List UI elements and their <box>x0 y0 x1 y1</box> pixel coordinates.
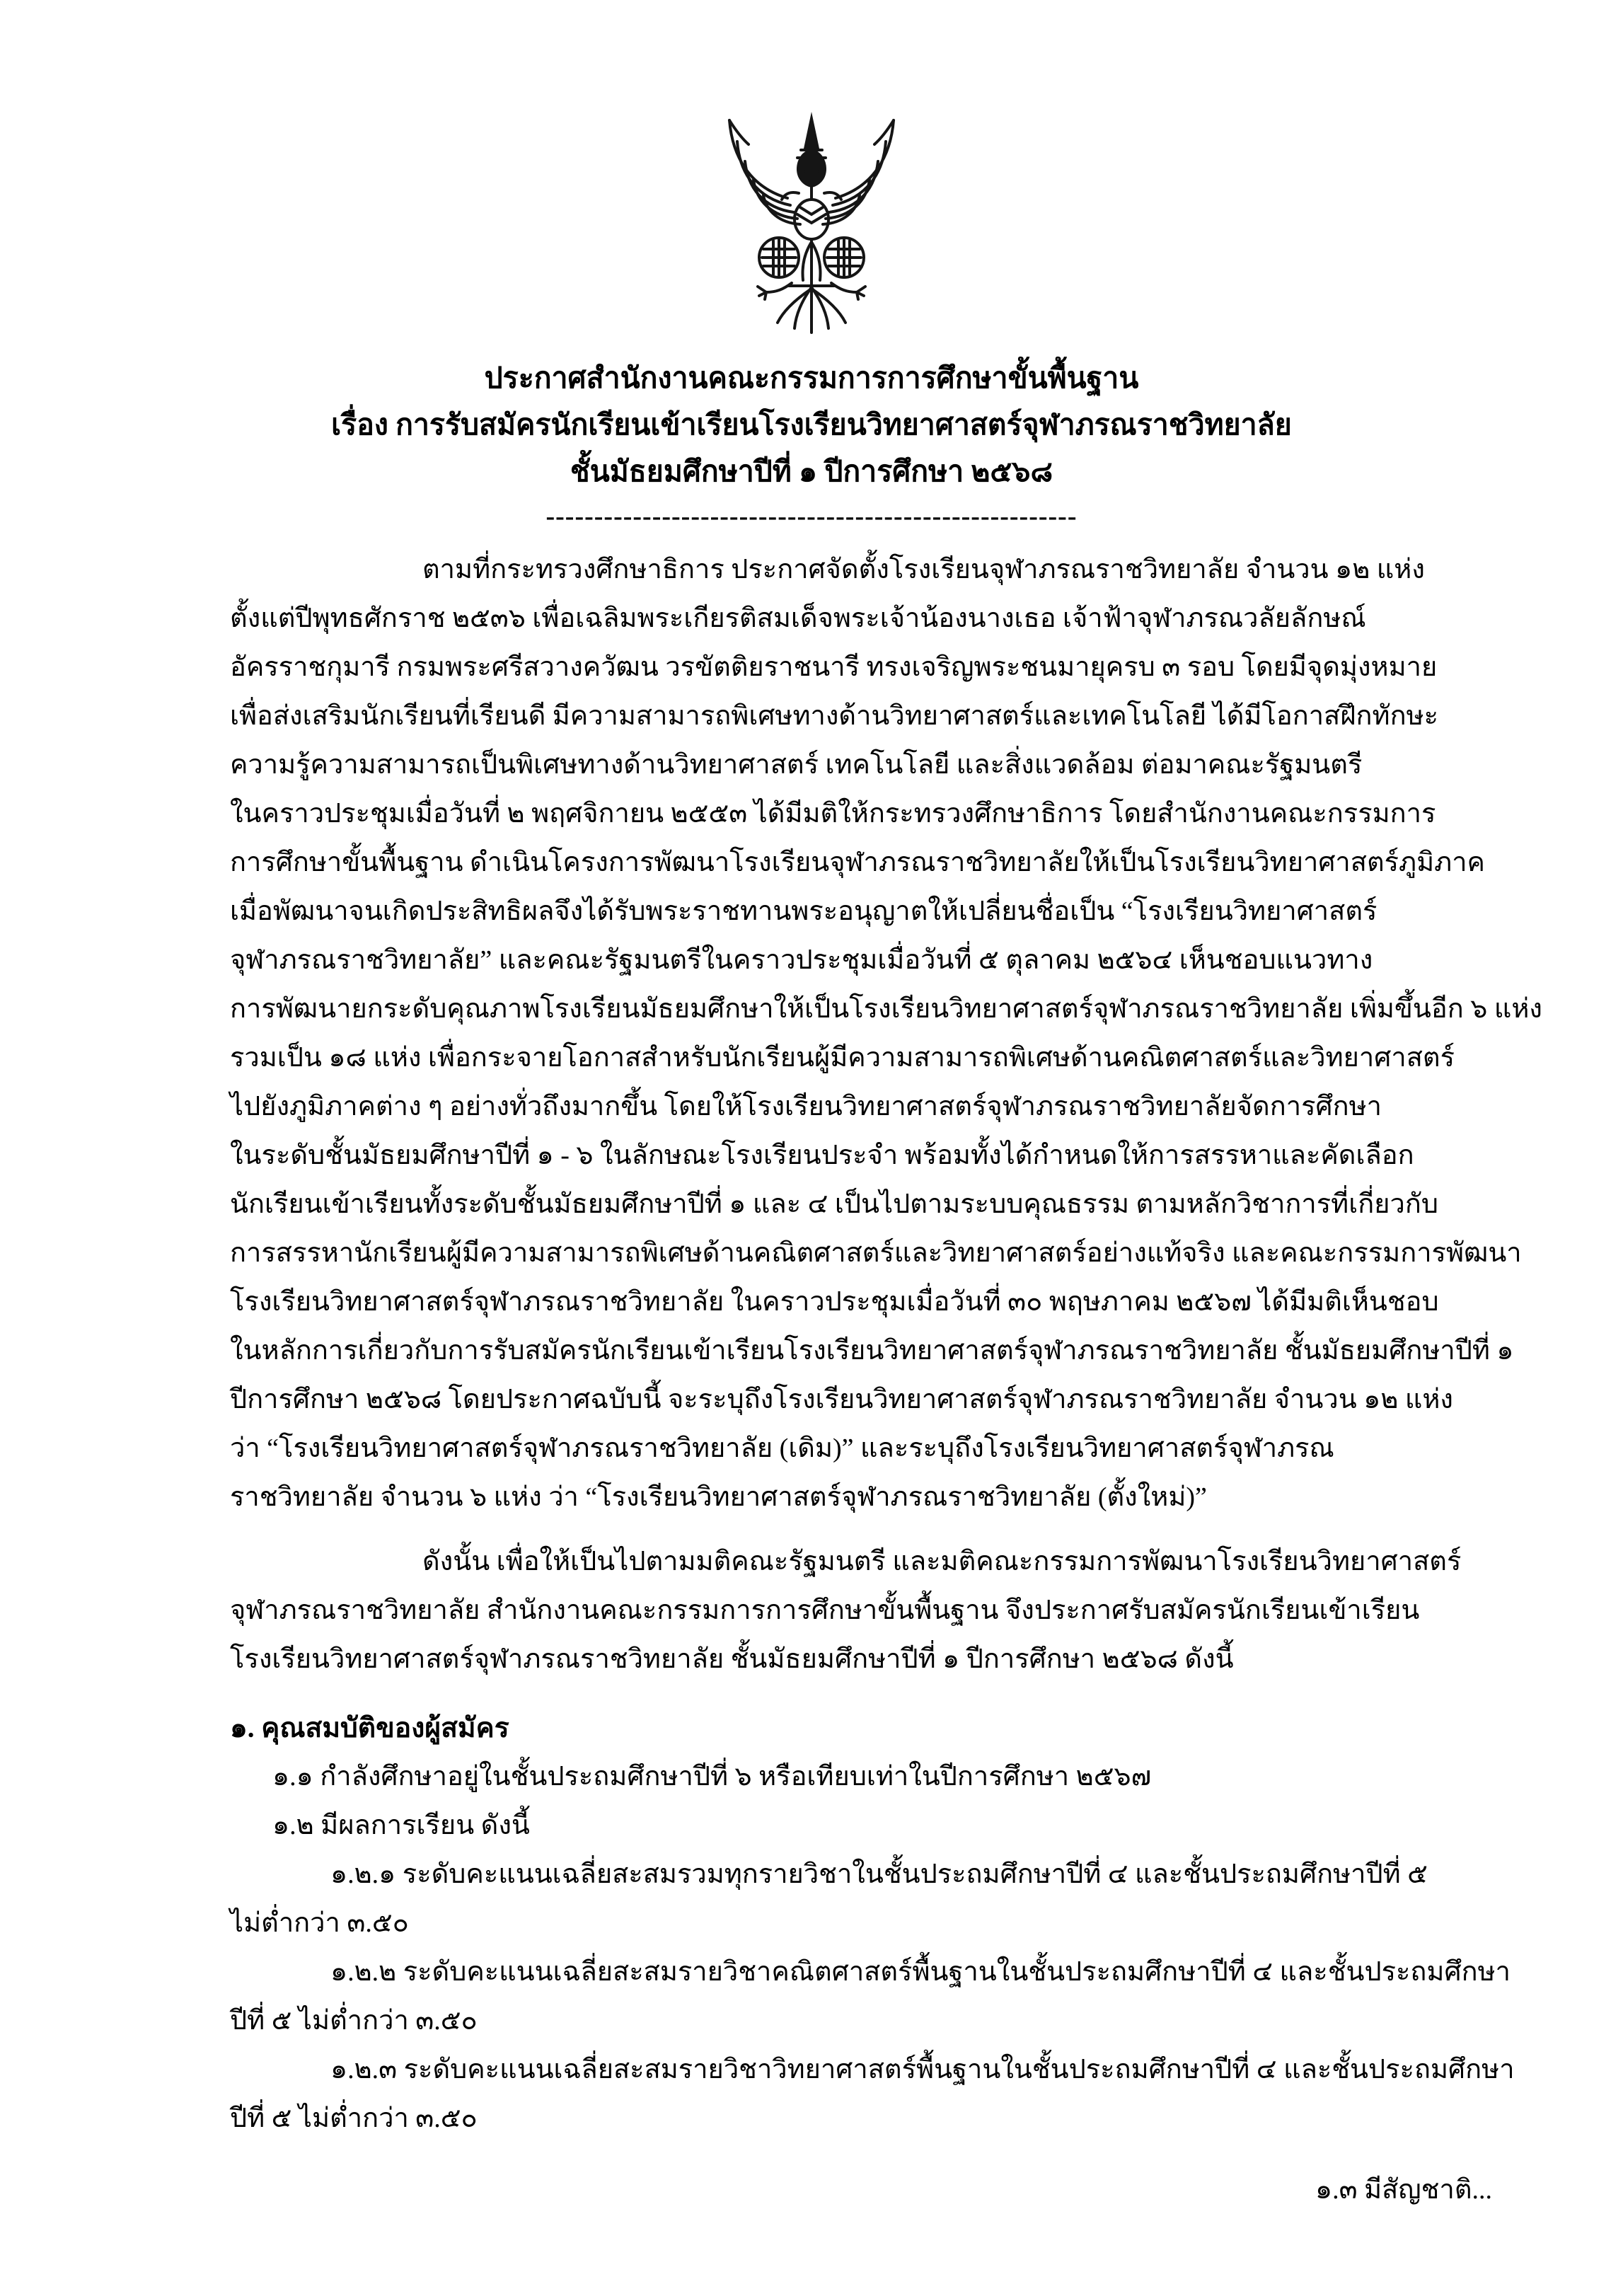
text-line: จุฬาภรณราชวิทยาลัย” และคณะรัฐมนตรีในคราวประชุมเมื่อวันที่ ๕ ตุลาคม ๒๕๖๔ เห็นชอบแนวทาง <box>230 945 1373 975</box>
text-line: ไม่ต่ำกว่า ๓.๕๐ <box>230 1908 409 1938</box>
text-line: ปีการศึกษา ๒๕๖๘ โดยประกาศฉบับนี้ จะระบุถึงโรงเรียนวิทยาศาสตร์จุฬาภรณราชวิทยาลัย จำนวน ๑๒ แห่ง <box>230 1385 1453 1414</box>
section-1-items <box>230 1753 1515 2143</box>
text-line: การพัฒนายกระดับคุณภาพโรงเรียนมัธยมศึกษาให้เป็นโรงเรียนวิทยาศาสตร์จุฬาภรณราชวิทยาลัย เพิ่มขึ้นอีก ๖ แห่ง <box>230 994 1542 1024</box>
paragraph-2 <box>230 1538 1492 1684</box>
text-line: ความรู้ความสามารถเป็นพิเศษทางด้านวิทยาศาสตร์ เทคโนโลยี และสิ่งแวดล้อม ต่อมาคณะรัฐมนตรี <box>230 750 1363 780</box>
text-line: ปีที่ ๕ ไม่ต่ำกว่า ๓.๕๐ <box>230 2104 478 2133</box>
announcement-grade-year-title: ชั้นมัธยมศึกษาปีที่ ๑ ปีการศึกษา ๒๕๖๘ <box>570 455 1053 488</box>
section-1-heading: ๑. คุณสมบัติของผู้สมัคร <box>230 1713 509 1743</box>
text-line: ตั้งแต่ปีพุทธศักราช ๒๕๓๖ เพื่อเฉลิมพระเกียรติสมเด็จพระเจ้าน้องนางเธอ เจ้าฟ้าจุฬาภรณวลัยลักษณ์ <box>230 604 1366 633</box>
page-continuation-marker: ๑.๓ มีสัญชาติ... <box>1315 2175 1492 2205</box>
text-line: ในคราวประชุมเมื่อวันที่ ๒ พฤศจิกายน ๒๕๕๓ ได้มีมติให้กระทรวงศึกษาธิการ โดยสำนักงานคณะกรรมการ <box>230 799 1436 829</box>
text-line: อัครราชกุมารี กรมพระศรีสวางควัฒน วรขัตติยราชนารี ทรงเจริญพระชนมายุครบ ๓ รอบ โดยมีจุดมุ่งหมาย <box>230 652 1438 682</box>
text-line: ไปยังภูมิภาคต่าง ๆ อย่างทั่วถึงมากขึ้น โดยให้โรงเรียนวิทยาศาสตร์จุฬาภรณราชวิทยาลัยจัดการศึกษา <box>230 1092 1382 1121</box>
text-line: การสรรหานักเรียนผู้มีความสามารถพิเศษด้านคณิตศาสตร์และวิทยาศาสตร์อย่างแท้จริง และคณะกรรมการพัฒนา <box>230 1238 1522 1268</box>
text-line: ๑.๑ กำลังศึกษาอยู่ในชั้นประถมศึกษาปีที่ ๖ หรือเทียบเท่าในปีการศึกษา ๒๕๖๗ <box>272 1762 1152 1792</box>
document-body <box>230 546 1542 2215</box>
text-line: นักเรียนเข้าเรียนทั้งระดับชั้นมัธยมศึกษาปีที่ ๑ และ ๔ เป็นไปตามระบบคุณธรรม ตามหลักวิชาการที่เกี่ยวกับ <box>230 1189 1438 1219</box>
text-line: ๑.๒ มีผลการเรียน ดังนี้ <box>272 1811 530 1840</box>
garuda-emblem-drawing <box>705 108 918 341</box>
text-line: เมื่อพัฒนาจนเกิดประสิทธิผลจึงได้รับพระราชทานพระอนุญาตให้เปลี่ยนชื่อเป็น “โรงเรียนวิทยาศาสตร์ <box>230 896 1377 926</box>
text-line: ดังนั้น เพื่อให้เป็นไปตามมติคณะรัฐมนตรี และมติคณะกรรมการพัฒนาโรงเรียนวิทยาศาสตร์ <box>422 1547 1462 1576</box>
text-line: โรงเรียนวิทยาศาสตร์จุฬาภรณราชวิทยาลัย ชั้นมัธยมศึกษาปีที่ ๑ ปีการศึกษา ๒๕๖๘ ดังนี้ <box>230 1644 1234 1674</box>
text-line: ๑.๒.๑ ระดับคะแนนเฉลี่ยสะสมรวมทุกรายวิชาในชั้นประถมศึกษาปีที่ ๔ และชั้นประถมศึกษาปีที่ ๕ <box>330 1859 1428 1889</box>
text-line: ๑.๒.๒ ระดับคะแนนเฉลี่ยสะสมรายวิชาคณิตศาสตร์พื้นฐานในชั้นประถมศึกษาปีที่ ๔ และชั้นประถมศึกษา <box>330 1957 1511 1987</box>
text-line: ปีที่ ๕ ไม่ต่ำกว่า ๓.๕๐ <box>230 2006 478 2036</box>
text-line: จุฬาภรณราชวิทยาลัย สำนักงานคณะกรรมการการศึกษาขั้นพื้นฐาน จึงประกาศรับสมัครนักเรียนเข้าเรียน <box>230 1596 1420 1625</box>
paragraph-1 <box>230 546 1542 1522</box>
text-line: ในหลักการเกี่ยวกับการรับสมัครนักเรียนเข้าเรียนโรงเรียนวิทยาศาสตร์จุฬาภรณราชวิทยาลัย ชั้นมัธยมศึกษาปีที่ ๑ <box>230 1336 1514 1366</box>
announcement-issuer-title: ประกาศสำนักงานคณะกรรมการการศึกษาขั้นพื้นฐาน <box>484 362 1139 394</box>
announcement-subject-title: เรื่อง การรับสมัครนักเรียนเข้าเรียนโรงเรียนวิทยาศาสตร์จุฬาภรณราชวิทยาลัย <box>331 408 1292 441</box>
text-line: รวมเป็น ๑๘ แห่ง เพื่อกระจายโอกาสสำหรับนักเรียนผู้มีความสามารถพิเศษด้านคณิตศาสตร์และวิทยาศาสตร์ <box>230 1043 1455 1073</box>
garuda-emblem <box>705 108 918 345</box>
text-line: ตามที่กระทรวงศึกษาธิการ ประกาศจัดตั้งโรงเรียนจุฬาภรณราชวิทยาลัย จำนวน ๑๒ แห่ง <box>422 555 1425 584</box>
title-block <box>0 354 1623 495</box>
text-line: โรงเรียนวิทยาศาสตร์จุฬาภรณราชวิทยาลัย ในคราวประชุมเมื่อวันที่ ๓๐ พฤษภาคม ๒๕๖๗ ได้มีมติเห็นชอบ <box>230 1287 1439 1317</box>
text-line: การศึกษาขั้นพื้นฐาน ดำเนินโครงการพัฒนาโรงเรียนจุฬาภรณราชวิทยาลัยให้เป็นโรงเรียนวิทยาศาสตร์ภูมิภาค <box>230 848 1485 877</box>
text-line: เพื่อส่งเสริมนักเรียนที่เรียนดี มีความสามารถพิเศษทางด้านวิทยาศาสตร์และเทคโนโลยี ได้มีโอกาสฝึกทักษะ <box>230 701 1439 731</box>
dashed-separator: ------------------------------------------------------- <box>545 502 1078 531</box>
text-line: ราชวิทยาลัย จำนวน ๖ แห่ง ว่า “โรงเรียนวิทยาศาสตร์จุฬาภรณราชวิทยาลัย (ตั้งใหม่)” <box>230 1482 1207 1512</box>
text-line: ในระดับชั้นมัธยมศึกษาปีที่ ๑ - ๖ ในลักษณะโรงเรียนประจำ พร้อมทั้งได้กำหนดให้การสรรหาและคัดเลือก <box>230 1141 1414 1170</box>
text-line: ว่า “โรงเรียนวิทยาศาสตร์จุฬาภรณราชวิทยาลัย (เดิม)” และระบุถึงโรงเรียนวิทยาศาสตร์จุฬาภรณ <box>230 1433 1334 1463</box>
text-line: ๑.๒.๓ ระดับคะแนนเฉลี่ยสะสมรายวิชาวิทยาศาสตร์พื้นฐานในชั้นประถมศึกษาปีที่ ๔ และชั้นประถมศึกษา <box>330 2055 1515 2084</box>
